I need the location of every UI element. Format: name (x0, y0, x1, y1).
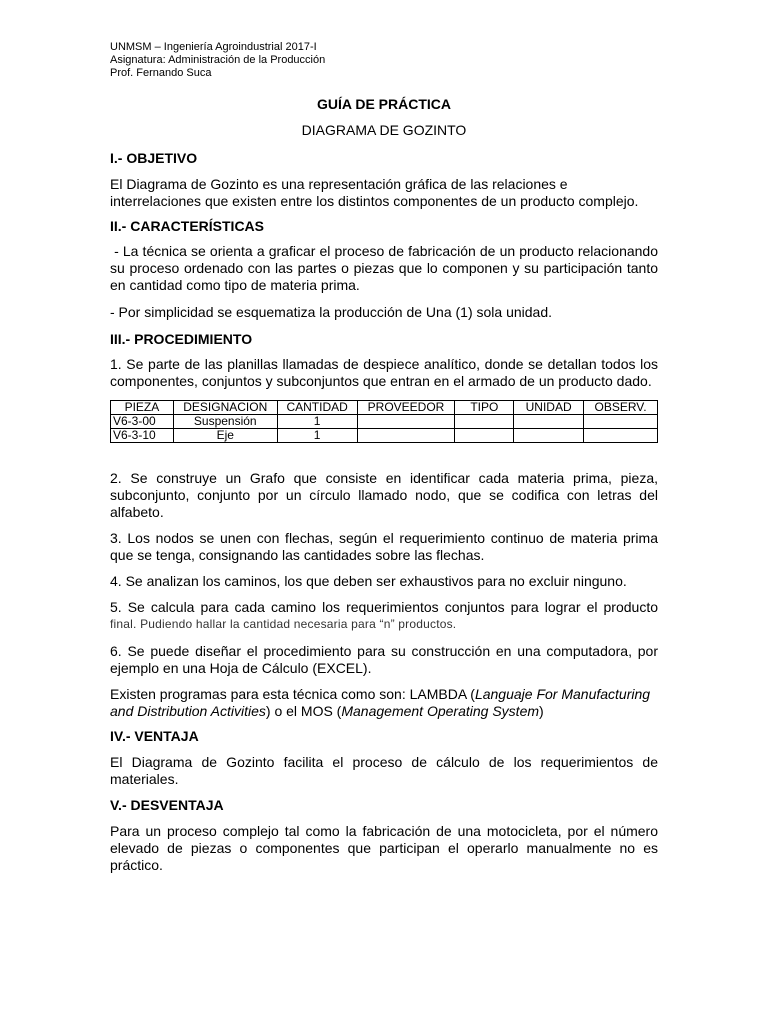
document-header (110, 41, 325, 80)
paragraph-desventaja: Para un proceso complejo tal como la fabricación de una motocicleta, por el número elevado de piezas o componentes que participan el operarlo manualmente no es práctico. (110, 823, 658, 873)
document-subtitle: DIAGRAMA DE GOZINTO (301, 122, 467, 138)
table-header-cell: TIPO (455, 401, 514, 415)
table-cell: 1 (277, 415, 357, 429)
table-cell (584, 429, 658, 443)
table-cell (357, 415, 455, 429)
paragraph-programs (110, 686, 658, 720)
table-cell (514, 415, 584, 429)
paragraph-step-4: 4. Se analizan los caminos, los que deben ser exhaustivos para no excluir ninguno. (110, 573, 627, 589)
paragraph-step-5 (110, 599, 658, 633)
table-cell: 1 (277, 429, 357, 443)
table-cell (584, 415, 658, 429)
document-title: GUÍA DE PRÁCTICA (316, 96, 452, 112)
programs-text-1: Existen programas para esta técnica como son: LAMBDA ( (110, 686, 475, 702)
table-cell: V6-3-10 (111, 429, 174, 443)
heading-ventaja: IV.- VENTAJA (110, 728, 199, 744)
programs-text-3: ) (539, 703, 544, 719)
table-cell (357, 429, 455, 443)
paragraph-step-3: 3. Los nodos se unen con flechas, según el requerimiento continuo de materia prima que se tenga, consignando las cantidades sobre las flechas. (110, 530, 658, 563)
paragraph-caracteristicas-2: - Por simplicidad se esquematiza la producción de Una (1) sola unidad. (110, 304, 553, 320)
paragraph-objetivo: El Diagrama de Gozinto es una representación gráfica de las relaciones e interrelaciones que existen entre los distintos componentes de un producto complejo. (110, 176, 639, 209)
paragraph-step-2: 2. Se construye un Grafo que consiste en identificar cada materia prima, pieza, subconjunto, conjunto por un círculo llamado nodo, que se codifica con letras del alfabeto. (110, 470, 658, 520)
heading-caracteristicas: II.- CARACTERÍSTICAS (110, 218, 264, 234)
paragraph-step-5-line-2: final. Pudiendo hallar la cantidad necesaria para “n” productos. (110, 617, 457, 631)
paragraph-step-6: 6. Se puede diseñar el procedimiento para su construcción en una computadora, por ejemplo en una Hoja de Cálculo (EXCEL). (110, 643, 658, 676)
table-header-row (111, 401, 658, 415)
table-cell (455, 429, 514, 443)
heading-desventaja: V.- DESVENTAJA (110, 797, 224, 813)
header-line-subject: Asignatura: Administración de la Producción (110, 54, 326, 66)
heading-procedimiento: III.- PROCEDIMIENTO (110, 331, 253, 347)
programs-mos-name: Management Operating System (341, 703, 540, 719)
header-line-university: UNMSM – Ingeniería Agroindustrial 2017-I (110, 41, 317, 53)
table-header-cell: CANTIDAD (277, 401, 357, 415)
despiece-table (110, 400, 658, 443)
table-cell: V6-3-00 (111, 415, 174, 429)
table-header-cell: OBSERV. (584, 401, 658, 415)
table-row (111, 415, 658, 429)
header-line-professor: Prof. Fernando Suca (110, 67, 212, 79)
programs-text-2: ) o el MOS ( (265, 703, 342, 719)
paragraph-step-1: 1. Se parte de las planillas llamadas de despiece analítico, donde se detallan todos los componentes, conjuntos y subconjuntos que entran en el armado de un producto dado. (110, 356, 658, 389)
paragraph-caracteristicas-1: - La técnica se orienta a graficar el proceso de fabricación de un producto relacionando su proceso ordenado con las partes o piezas que lo componen y su participación tanto en cantidad como tipo de materia prima. (110, 243, 662, 293)
table-header-cell: DESIGNACION (173, 401, 277, 415)
table-cell: Suspensión (173, 415, 277, 429)
table-row (111, 429, 658, 443)
heading-objetivo: I.- OBJETIVO (110, 150, 198, 166)
programs-lambda-name: Languaje For Manufacturing and Distribution Activities (110, 686, 651, 719)
table-cell (514, 429, 584, 443)
table-cell: Eje (173, 429, 277, 443)
paragraph-ventaja: El Diagrama de Gozinto facilita el proceso de cálculo de los requerimientos de materiales. (110, 754, 658, 787)
table-header-cell: PROVEEDOR (357, 401, 455, 415)
table-header-cell: UNIDAD (514, 401, 584, 415)
table-header-cell: PIEZA (111, 401, 174, 415)
table-cell (455, 415, 514, 429)
paragraph-step-5-line-1: 5. Se calcula para cada camino los requerimientos conjuntos para lograr el producto (110, 599, 658, 615)
